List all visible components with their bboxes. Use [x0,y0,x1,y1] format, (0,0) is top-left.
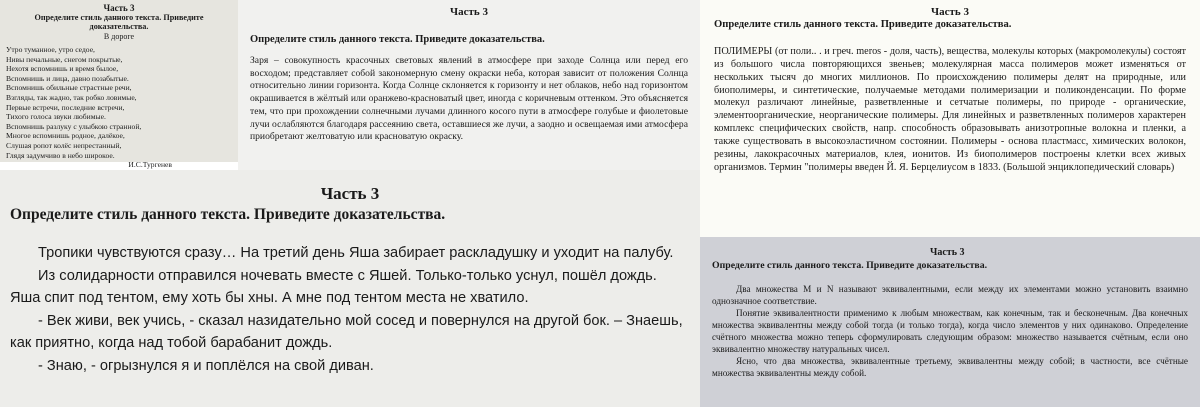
part-heading: Часть 3 [930,247,965,258]
part-heading: Часть 3 [931,6,969,18]
part-heading: Часть 3 [320,184,380,203]
poem-line: Вспомнишь и лица, давно позабытые. [6,73,129,83]
poem-line: Тихого голоса звуки любимые. [6,112,106,122]
polymers-text: ПОЛИМЕРЫ (от поли.. . и греч. meros - доля, часть), вещества, молекулы которых (макромолекулы) состоят из большого числа повторяющихся звеньев; молекулярная масса полимеров может изменяться от нескольких тысяч до многих миллионов. По происхождению полимеры делят на природные, или биополимеры, и синтетические, получаемые методами полимеризации и поликонденсации. По форме молекул различают линейные, разветвленные и сетчатые полимеры, по природе - органические, элементоорганические, неорганические полимеры. Для линейных и разветвленных полимеров характерен комплекс специфических свойств, напр. способность образовывать анизотропные волокна и пленки, а также существовать в высокоэластичном состоянии. Полимеры - основа пластмасс, химических волокон, резины, лакокрасочных материалов, клея, ионитов. Из биополимеров построены клетки всех живых организмов. Термин "полимеры введен Й. Я. Берцелиусом в 1833. (Большой энциклопедический словарь) [714,46,1186,173]
poem-author: И.С.Тургенев [128,160,172,170]
sets-card [700,237,1200,407]
tropics-text [10,242,690,377]
poem-title: В дороге [103,32,135,41]
paragraph: Тропики чувствуются сразу… На третий день Яша забирает раскладушку и уходит на палубу. [38,245,674,261]
poem-line: Слушая ропот колёс непрестанный, [6,140,122,150]
poem-line: Утро туманное, утро седое, [6,45,95,54]
poem-line: Нехотя вспомнишь и время былое, [6,64,119,74]
poem-line: Глядя задумчиво в небо широкое. [6,150,115,160]
paragraph: Два множества М и N называют эквивалентными, если между их элементами можно установить взаимно однозначное соответствие. [712,284,1188,306]
dawn-card [238,0,700,178]
paragraph: - Век живи, век учись, - сказал назидательно мой сосед и повернулся на другой бок. – Знаешь, как приятно, когда над тобой барабанит дождь. [10,312,683,351]
poem-line: Первые встречи, последние встречи, [6,102,125,112]
poem-line: Взгляды, так жадно, так робко ловимые, [6,92,137,102]
paragraph: Ясно, что два множества, эквивалентные третьему, эквивалентны между собой; в частности, все счётные множества эквивалентны между собой. [712,356,1188,378]
poem-line: Вспомнишь разлуку с улыбкою странной, [6,121,142,131]
paragraph: Понятие эквивалентности применимо к любым множествам, как конечным, так и бесконечным. Два конечных множества эквивалентны между собой тогда (и только тогда), когда число элементов у них одинаково. Определение счётного множества можно теперь сформулировать следующим образом: множество называется счётным, если оно эквивалентно множеству натуральных чисел. [712,308,1188,354]
task-heading: Определите стиль данного текста. Приведите доказательства. [34,13,204,31]
poem-line: Многое вспомнишь родное, далёкое, [6,131,125,141]
task-heading: Определите стиль данного текста. Приведите доказательства. [10,206,446,223]
poem-card [0,0,238,170]
dawn-text: Заря – совокупность красочных световых явлений в атмосфере при заходе Солнца или перед его восходом; представляет собой закономерную смену окраски неба, которая зависит от положения Солнца относительно линии горизонта. Когда Солнце склоняется к горизонту и нет облаков, небо над горизонтом окрашивается в жёлтый или оранжево-красноватый цвет, иногда с коричневым оттенком. Это объясняется тем, что при прохождении солнечными лучами длинного косого пути в атмосфере голубые и фиолетовые лучи ослабляются благодаря рассеянию света, оставшиеся же лучи, а заодно и освещаемая ими атмосфера приобретают желтоватую или красноватую окраску. [250,55,688,143]
tropics-card [0,170,700,407]
poem-line: Вспомнишь обильные страстные речи, [6,83,132,93]
polymers-card [700,0,1200,240]
task-heading: Определите стиль данного текста. Приведите доказательства. [712,260,988,271]
paragraph: - Знаю, - огрызнулся я и поплёлся на свой диван. [38,357,374,374]
task-heading: Определите стиль данного текста. Приведите доказательства. [714,19,1012,30]
part-heading: Часть 3 [450,6,488,18]
sets-text [712,283,1188,379]
poem-lines [6,45,232,160]
part-heading: Часть 3 [103,3,135,13]
poem-line: Нивы печальные, снегом покрытые, [6,54,123,64]
paragraph: Из солидарности отправился ночевать вместе с Яшей. Только-только уснул, пошёл дождь. Яша спит под тентом, ему хоть бы хны. А мне под тентом места не хватило. [10,267,657,306]
task-heading: Определите стиль данного текста. Приведите доказательства. [250,34,545,45]
